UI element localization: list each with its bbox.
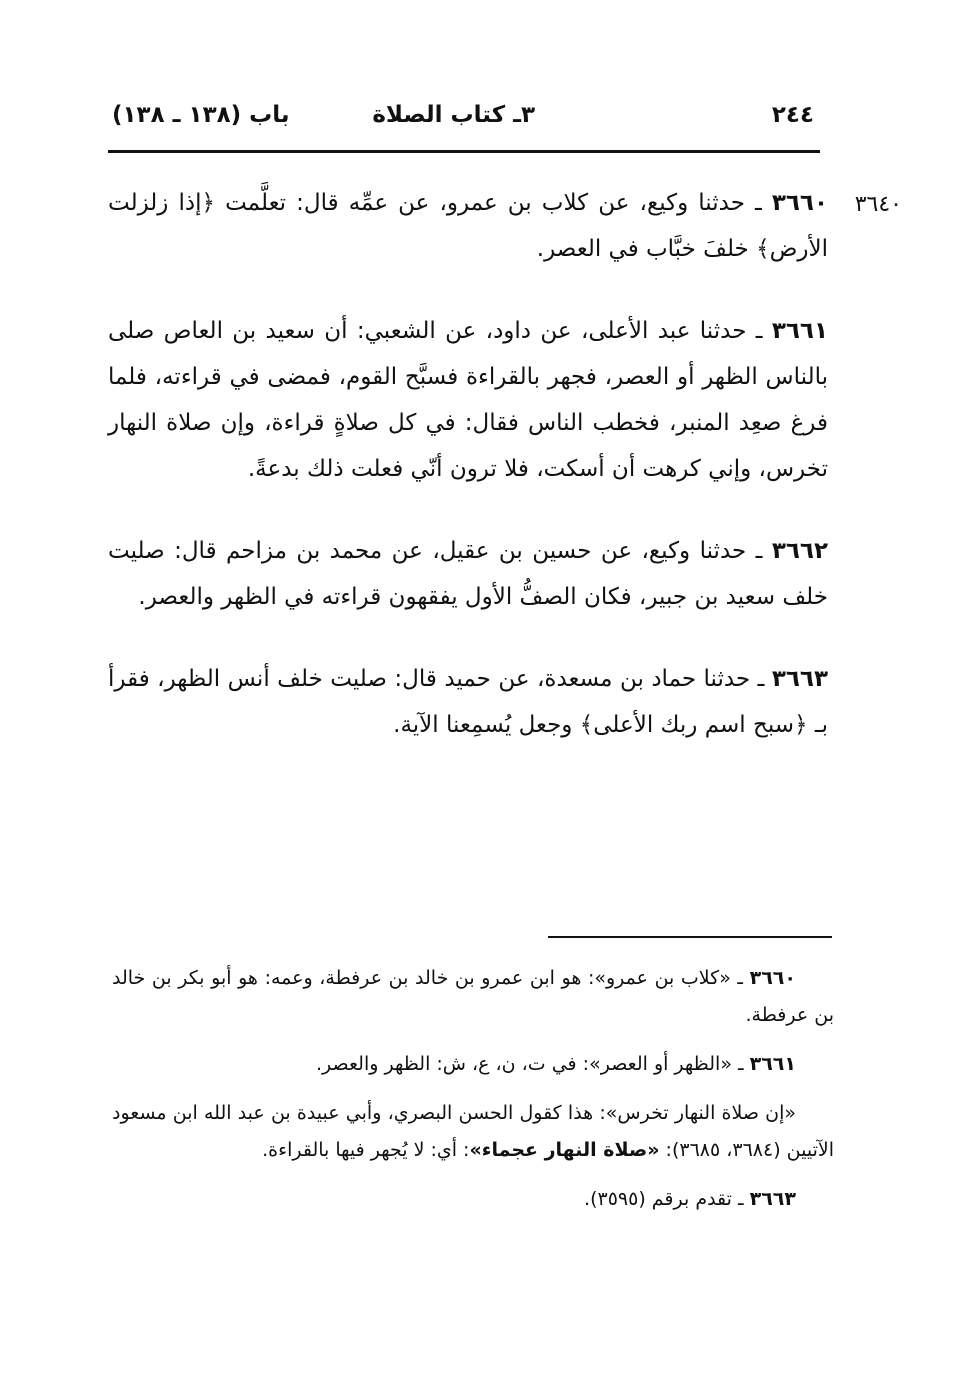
chapter-title: ٣ـ كتاب الصلاة <box>372 102 535 128</box>
footnote-number: ٣٦٦٣ <box>749 1188 796 1210</box>
margin-number: ٣٦٤٠ <box>854 192 902 217</box>
hadith-paragraph <box>108 308 828 492</box>
header-divider <box>108 150 820 153</box>
footnotes <box>112 960 834 1230</box>
hadith-paragraph <box>108 656 828 748</box>
hadith-text: ـ حدثنا وكيع، عن حسين بن عقيل، عن محمد بن مزاحم قال: صليت خلف سعيد بن جبير، فكان الصفُّ الأول يفقهون قراءته في الظهر والعصر. <box>108 538 828 610</box>
hadith-text: ـ حدثنا حماد بن مسعدة، عن حميد قال: صليت خلف أنس الظهر، فقرأ بـ ﴿سبح اسم ربك الأعلى﴾ وجعل يُسمِعنا الآية. <box>108 666 828 738</box>
hadith-text: ـ حدثنا عبد الأعلى، عن داود، عن الشعبي: أن سعيد بن العاص صلى بالناس الظهر أو العصر، فجهر بالقراءة فسبَّح القوم، فمضى في قراءته، فلما فرغ صعِد المنبر، فخطب الناس فقال: في كل صلاةٍ قراءة، وإن صلاة النهار تخرس، وإني كرهت أن أسكت، فلا ترون أنّي فعلت ذلك بدعةً. <box>108 318 828 482</box>
section-range: باب (١٣٨ ـ ١٣٨) <box>112 102 290 128</box>
footnote <box>112 1046 834 1083</box>
hadith-number: ٣٦٦٠ <box>771 190 828 216</box>
hadith-number: ٣٦٦٢ <box>771 538 828 564</box>
page-number: ٢٤٤ <box>771 102 814 128</box>
footnote-text: «إن صلاة النهار تخرس»: هذا كقول الحسن البصري، وأبي عبيدة بن عبد الله ابن مسعود الآتيين (٣٦٨٤، ٣٦٨٥): <box>112 1102 834 1161</box>
hadith-paragraph <box>108 180 828 272</box>
footnote-text: ـ تقدم برقم (٣٥٩٥). <box>584 1188 750 1210</box>
hadith-number: ٣٦٦٣ <box>771 666 828 692</box>
footnote-number: ٣٦٦٠ <box>749 967 796 989</box>
page-header <box>108 100 820 142</box>
hadith-paragraph <box>108 528 828 620</box>
footnote-text: : أي: لا يُجهر فيها بالقراءة. <box>262 1139 470 1161</box>
footnote-bold-term: «صلاة النهار عجماء» <box>469 1139 660 1161</box>
hadith-text: ـ حدثنا وكيع، عن كلاب بن عمرو، عن عمِّه قال: تعلَّمت ﴿إذا زلزلت الأرض﴾ خلفَ خبَّاب في العصر. <box>108 190 828 262</box>
footnote-number: ٣٦٦١ <box>749 1053 796 1075</box>
main-text <box>108 180 828 784</box>
footnote <box>112 1181 834 1218</box>
hadith-number: ٣٦٦١ <box>771 318 828 344</box>
footnote-text: ـ «كلاب بن عمرو»: هو ابن عمرو بن خالد بن عرفطة، وعمه: هو أبو بكر بن خالد بن عرفطة. <box>112 967 834 1026</box>
footnote-text: ـ «الظهر أو العصر»: في ت، ن، ع، ش: الظهر والعصر. <box>316 1053 750 1075</box>
footnote <box>112 960 834 1034</box>
footnote-divider <box>548 936 832 938</box>
footnote <box>112 1095 834 1169</box>
